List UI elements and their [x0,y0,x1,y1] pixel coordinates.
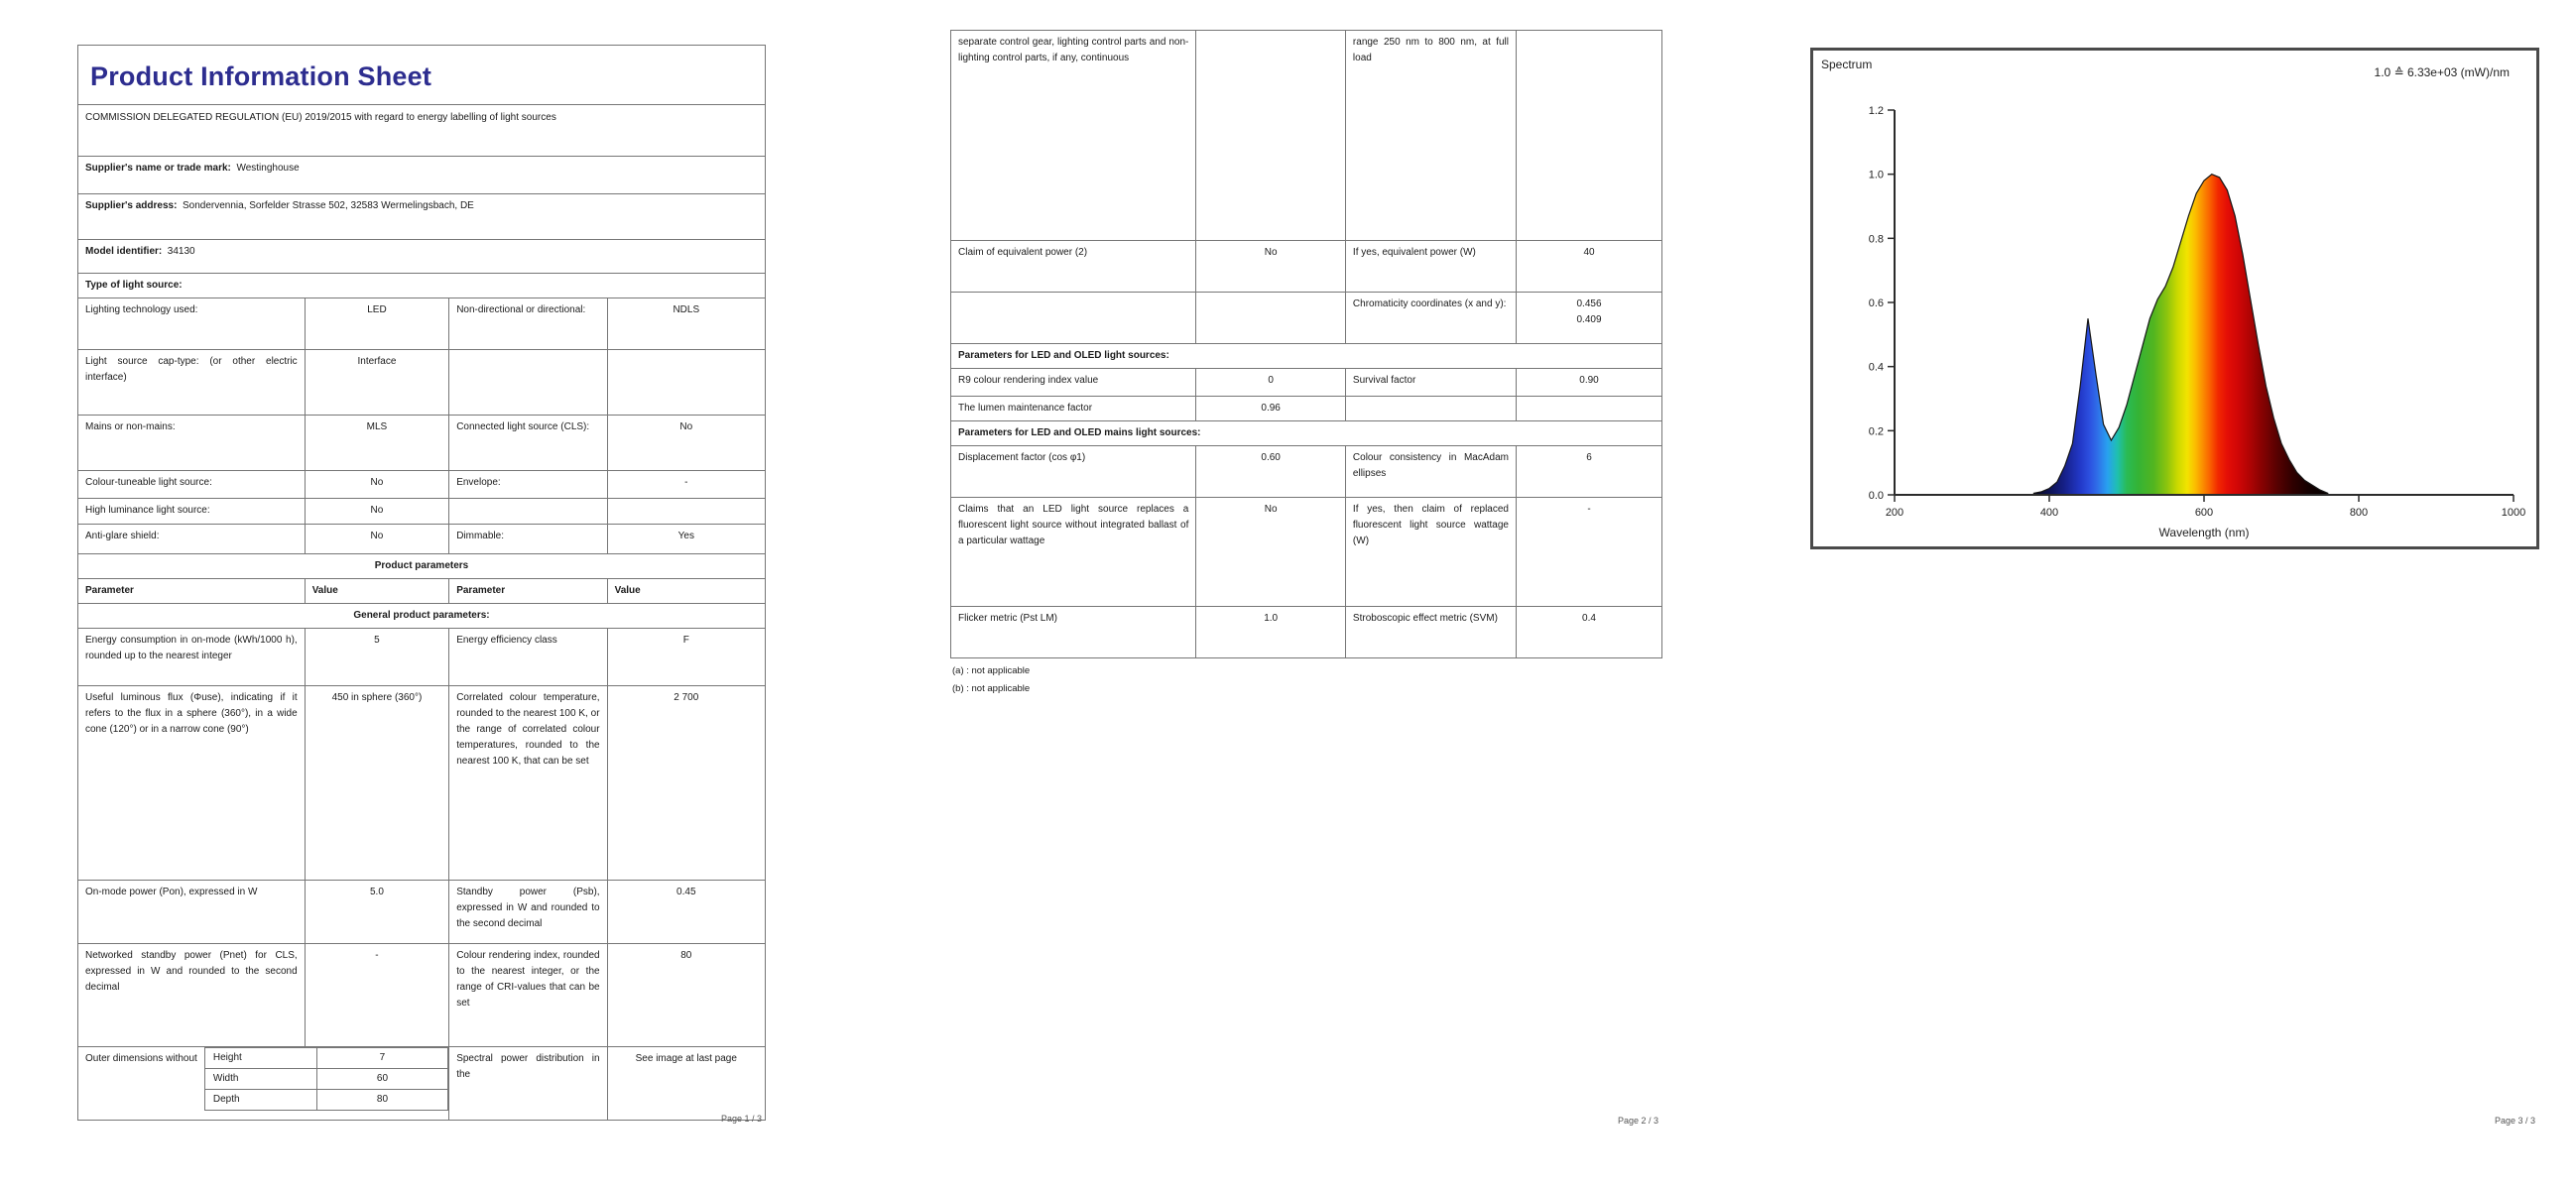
section-header-row [78,554,766,579]
model-identifier-label: Model identifier: [85,246,163,258]
continuation-row [951,31,1662,241]
value-cell: Interface [305,350,449,416]
table-row [951,607,1662,658]
table-row [78,499,766,525]
x-tick-label: 800 [2349,507,2369,519]
param-cell: Claims that an LED light source replaces a fluorescent light source without integrated ballast of a particular wattage [951,498,1196,607]
param-cell: Useful luminous flux (Φuse), indicating if it refers to the flux in a sphere (360°), in a wide cone (120°) or in a narrow cone (90°) [78,686,306,881]
regulation-text: COMMISSION DELEGATED REGULATION (EU) 2019/2015 with regard to energy labelling of light sources [78,105,766,157]
section-header: Parameters for LED and OLED light sources: [951,344,1662,369]
param-cell [449,350,607,416]
x-tick-label: 1000 [2501,507,2526,519]
param-cell: The lumen maintenance factor [951,397,1196,421]
param-cell: Non-directional or directional: [449,298,607,350]
param-cell: Energy efficiency class [449,629,607,686]
footnote: (a) : not applicable [952,665,1031,676]
dimensions-label: Outer dimensions without [85,1053,197,1065]
dimension-value: 60 [316,1069,447,1090]
value-cell [1517,397,1662,421]
dimensions-row [78,1047,766,1121]
page-1 [77,45,766,1124]
param-cell: R9 colour rendering index value [951,369,1196,397]
dimension-key: Height [204,1048,316,1069]
value-cell: No [305,525,449,554]
supplier-name-label: Supplier's name or trade mark: [85,163,231,175]
model-identifier-value: 34130 [167,246,195,258]
param-cell: High luminance light source: [78,499,306,525]
supplier-name-row [78,157,766,194]
chart-legend: 1.0 ≙ 6.33e+03 (mW)/nm [2374,65,2510,79]
product-info-table [77,45,766,1121]
value-cell: No [1196,498,1346,607]
dimension-key: Depth [204,1090,316,1111]
value-cell: - [1517,498,1662,607]
page-number: Page 2 / 3 [1617,1116,1658,1126]
supplier-address-value: Sondervennia, Sorfelder Strasse 502, 32583 Wermelingsbach, DE [182,200,474,212]
dimension-value: 7 [316,1048,447,1069]
spd-chart [1810,48,2539,549]
param-cell: If yes, then claim of replaced fluorescent light source wattage (W) [1345,498,1516,607]
value-cell: 0.60 [1196,446,1346,498]
x-tick-label: 200 [1885,507,1904,519]
title-row [78,46,766,105]
param-cell: range 250 nm to 800 nm, at full load [1345,31,1516,241]
y-tick-label: 0.8 [1868,233,1884,246]
value-cell: 0.45 [607,881,765,944]
table-row [78,471,766,499]
page-2 [950,30,1662,1126]
y-tick-label: 0.0 [1868,490,1884,502]
param-cell: Claim of equivalent power (2) [951,241,1196,293]
table-row [78,881,766,944]
value-cell: No [305,471,449,499]
value-cell: LED [305,298,449,350]
section-header: Parameters for LED and OLED mains light sources: [951,421,1662,446]
supplier-address-row [78,194,766,240]
param-cell: Networked standby power (Pnet) for CLS, expressed in W and rounded to the second decimal [78,944,306,1047]
table-row [78,525,766,554]
param-cell: Survival factor [1345,369,1516,397]
supplier-address-label: Supplier's address: [85,200,178,212]
section-header-row [951,421,1662,446]
param-cell [449,499,607,525]
param-cell: Colour-tuneable light source: [78,471,306,499]
param-cell [951,293,1196,344]
value-cell: No [607,416,765,471]
param-cell: Colour consistency in MacAdam ellipses [1345,446,1516,498]
value-cell [1196,293,1346,344]
section-header: Product parameters [78,554,766,579]
value-cell: 0 [1196,369,1346,397]
param-cell: Mains or non-mains: [78,416,306,471]
table-row [951,446,1662,498]
y-tick-label: 0.2 [1868,425,1884,438]
param-cell: Stroboscopic effect metric (SVM) [1345,607,1516,658]
param-cell: Flicker metric (Pst LM) [951,607,1196,658]
param-cell: Standby power (Psb), expressed in W and rounded to the second decimal [449,881,607,944]
supplier-name-value: Westinghouse [236,163,300,175]
param-cell: separate control gear, lighting control parts and non-lighting control parts, if any, continuous [951,31,1196,241]
param-cell: Colour rendering index, rounded to the nearest integer, or the range of CRI-values that can be set [449,944,607,1047]
value-cell: - [305,944,449,1047]
regulation-row [78,105,766,157]
param-cell [1345,397,1516,421]
x-axis-label: Wavelength (nm) [2158,526,2250,539]
dimension-key: Width [204,1069,316,1090]
x-tick-label: 400 [2039,507,2059,519]
footnote: (b) : not applicable [952,683,1031,694]
value-cell: 40 [1517,241,1662,293]
y-tick-label: 0.4 [1868,361,1884,374]
value-cell [607,350,765,416]
product-info-table-continued [950,30,1662,658]
spd-chart-svg [1813,51,2536,546]
param-cell: Displacement factor (cos φ1) [951,446,1196,498]
table-row [78,944,766,1047]
table-row [78,686,766,881]
param-cell: Connected light source (CLS): [449,416,607,471]
page-3 [1810,48,2539,1126]
param-cell: Correlated colour temperature, rounded to the nearest 100 K, or the range of correlated colour temperatures, rounded to the nearest 100 K, that can be set [449,686,607,881]
column-header: Value [305,579,449,604]
param-cell: Anti-glare shield: [78,525,306,554]
dimensions-subtable [204,1047,448,1111]
y-tick-label: 0.6 [1868,298,1884,309]
value-cell: - [607,471,765,499]
table-row [951,397,1662,421]
dimension-item [204,1048,447,1069]
value-cell: 5.0 [305,881,449,944]
value-cell: Yes [607,525,765,554]
y-tick-label: 1.2 [1868,105,1884,117]
page-number: Page 1 / 3 [720,1114,762,1124]
type-of-light-source-row [78,274,766,298]
table-row [78,298,766,350]
value-cell: 5 [305,629,449,686]
param-cell: Spectral power distribution in the [449,1047,607,1121]
value-cell [1196,31,1346,241]
param-cell: Energy consumption in on-mode (kWh/1000 h), rounded up to the nearest integer [78,629,306,686]
table-row [78,629,766,686]
param-cell: If yes, equivalent power (W) [1345,241,1516,293]
column-header: Parameter [78,579,306,604]
spd-curve [2033,175,2327,495]
chromaticity-x: 0.456 [1576,298,1602,309]
value-cell [1517,31,1662,241]
value-cell: 1.0 [1196,607,1346,658]
dimension-item [204,1069,447,1090]
value-cell: 0.96 [1196,397,1346,421]
chromaticity-values [1517,293,1662,344]
dimension-value: 80 [316,1090,447,1111]
column-header: Value [607,579,765,604]
model-identifier-row [78,240,766,274]
page-number: Page 3 / 3 [2494,1116,2535,1126]
value-cell: No [1196,241,1346,293]
value-cell: 0.90 [1517,369,1662,397]
param-cell: Dimmable: [449,525,607,554]
value-cell: No [305,499,449,525]
param-cell: Lighting technology used: [78,298,306,350]
value-cell: See image at last page [607,1047,765,1121]
column-header: Parameter [449,579,607,604]
dimensions-cell [78,1047,449,1121]
y-tick-label: 1.0 [1868,169,1884,181]
section-header-row [78,604,766,629]
value-cell: 0.4 [1517,607,1662,658]
table-row [78,416,766,471]
value-cell: 450 in sphere (360°) [305,686,449,881]
chromaticity-y: 0.409 [1576,314,1602,325]
table-row [78,350,766,416]
value-cell: 2 700 [607,686,765,881]
param-cell: Chromaticity coordinates (x and y): [1345,293,1516,344]
value-cell: NDLS [607,298,765,350]
chromaticity-row [951,293,1662,344]
param-cell: On-mode power (Pon), expressed in W [78,881,306,944]
section-header: General product parameters: [78,604,766,629]
table-row [951,498,1662,607]
table-row [951,369,1662,397]
section-header-row [951,344,1662,369]
value-cell: F [607,629,765,686]
chart-title: Spectrum [1821,58,1873,71]
page-title: Product Information Sheet [90,61,432,91]
value-cell: MLS [305,416,449,471]
value-cell [607,499,765,525]
value-cell: 80 [607,944,765,1047]
param-cell: Light source cap-type: (or other electric interface) [78,350,306,416]
type-of-light-source-label: Type of light source: [85,280,183,292]
param-cell: Envelope: [449,471,607,499]
dimension-item [204,1090,447,1111]
column-header-row [78,579,766,604]
table-row [951,241,1662,293]
x-tick-label: 600 [2194,507,2214,519]
value-cell: 6 [1517,446,1662,498]
